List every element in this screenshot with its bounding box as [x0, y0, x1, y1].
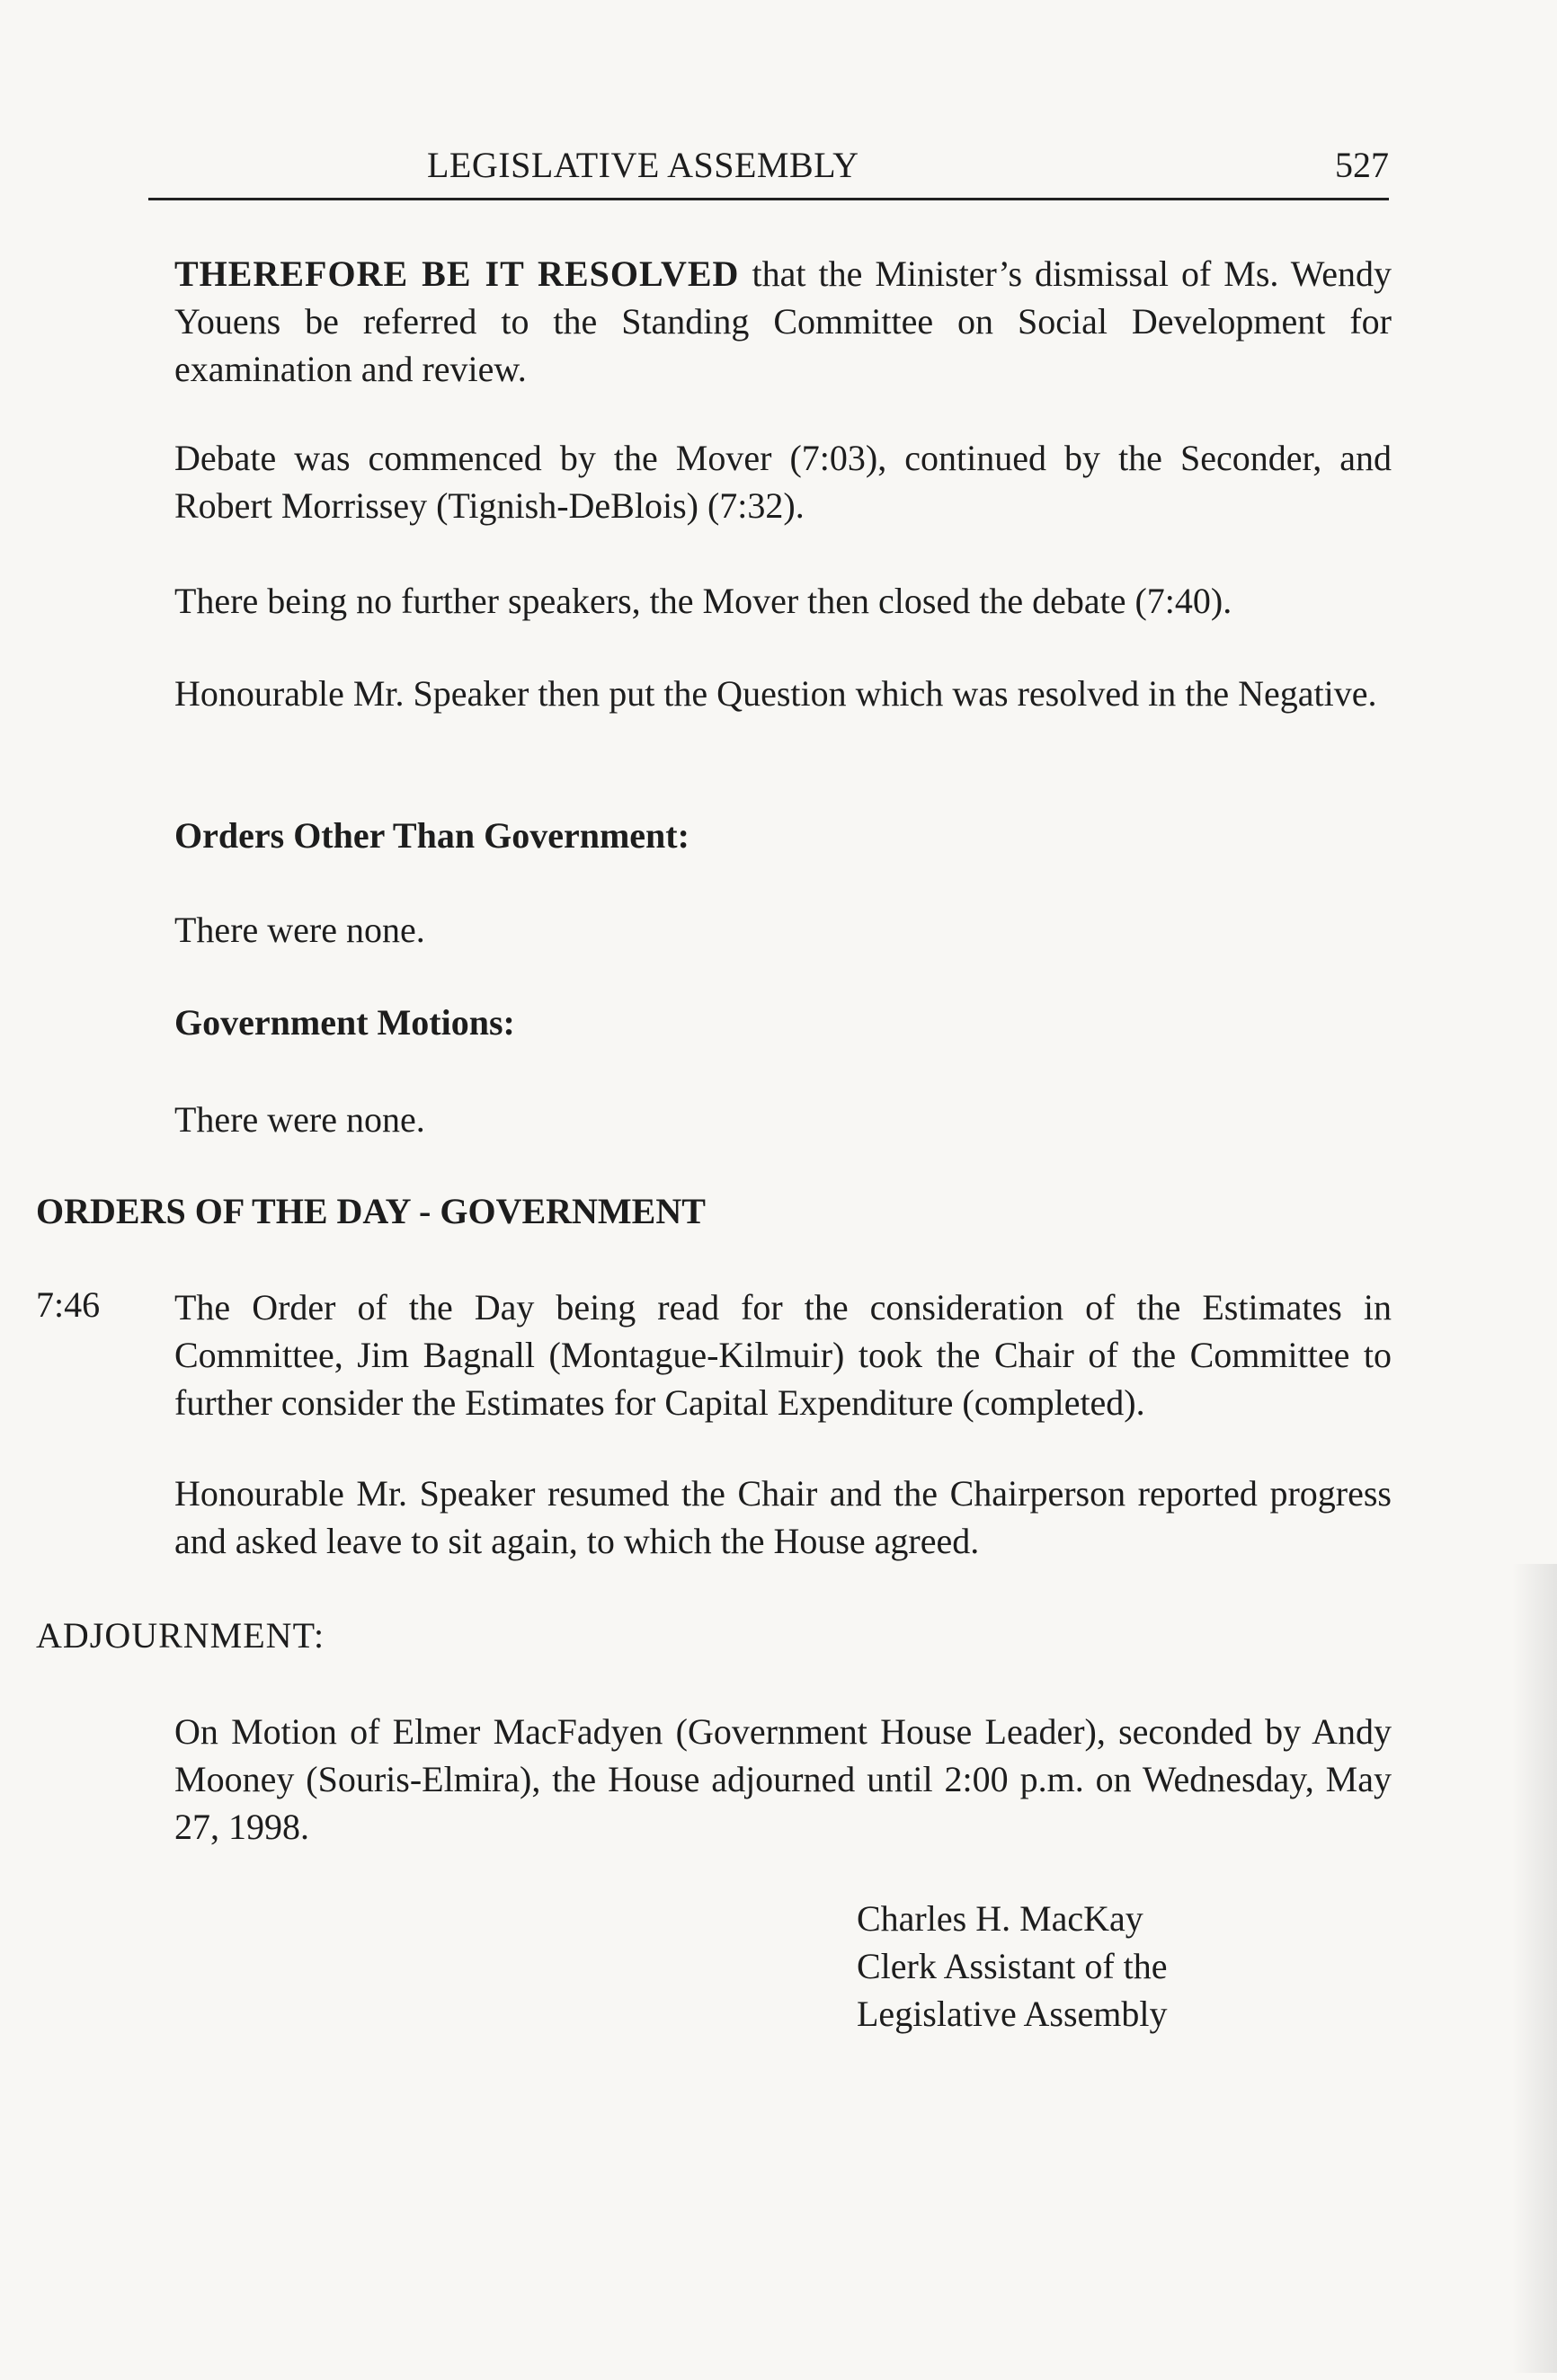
resolution-lead: THEREFORE BE IT RESOLVED — [174, 253, 740, 294]
signature-name: Charles H. MacKay — [857, 1898, 1143, 1939]
orders-other-heading: Orders Other Than Government: — [174, 815, 690, 856]
header-title: LEGISLATIVE ASSEMBLY — [427, 145, 859, 185]
orders-of-day-heading: ORDERS OF THE DAY - GOVERNMENT — [36, 1191, 706, 1231]
resolution-text: that the Minister’s dismissal of Ms. Wendy Youens be referred to the Standing Committee on Social Development for examination and review. — [174, 253, 1392, 389]
government-motions-heading: Government Motions: — [174, 1002, 515, 1043]
debate-closed-paragraph: There being no further speakers, the Mover then closed the debate (7:40). — [174, 581, 1232, 621]
orders-other-text: There were none. — [174, 910, 425, 950]
signature-block — [857, 1895, 1168, 2038]
orders-of-day-time: 7:46 — [36, 1284, 101, 1325]
signature-title-line-2: Legislative Assembly — [857, 1994, 1168, 2034]
orders-of-day-paragraph-1: The Order of the Day being read for the consideration of the Estimates in Committee, Jim Bagnall (Montague-Kilmuir) took the Chair of the Committee to further consider the Estimates for Capital Expenditure (completed). — [174, 1287, 1392, 1423]
signature-title-line-1: Clerk Assistant of the — [857, 1946, 1168, 1986]
adjournment-paragraph: On Motion of Elmer MacFadyen (Government House Leader), seconded by Andy Mooney (Souris-Elmira), the House adjourned until 2:00 p.m. on Wednesday, May 27, 1998. — [174, 1711, 1392, 1847]
government-motions-text: There were none. — [174, 1099, 425, 1140]
adjournment-heading: ADJOURNMENT: — [36, 1615, 325, 1656]
scan-edge-shadow — [1512, 1564, 1557, 2373]
page-number: 527 — [1335, 145, 1389, 185]
orders-of-day-paragraph-2: Honourable Mr. Speaker resumed the Chair and the Chairperson reported progress and asked leave to sit again, to which the House agreed. — [174, 1473, 1392, 1561]
question-paragraph: Honourable Mr. Speaker then put the Question which was resolved in the Negative. — [174, 673, 1377, 714]
debate-paragraph: Debate was commenced by the Mover (7:03), continued by the Seconder, and Robert Morrissey (Tignish-DeBlois) (7:32). — [174, 438, 1392, 526]
resolution-paragraph — [174, 250, 1392, 393]
page-header — [148, 144, 1389, 200]
